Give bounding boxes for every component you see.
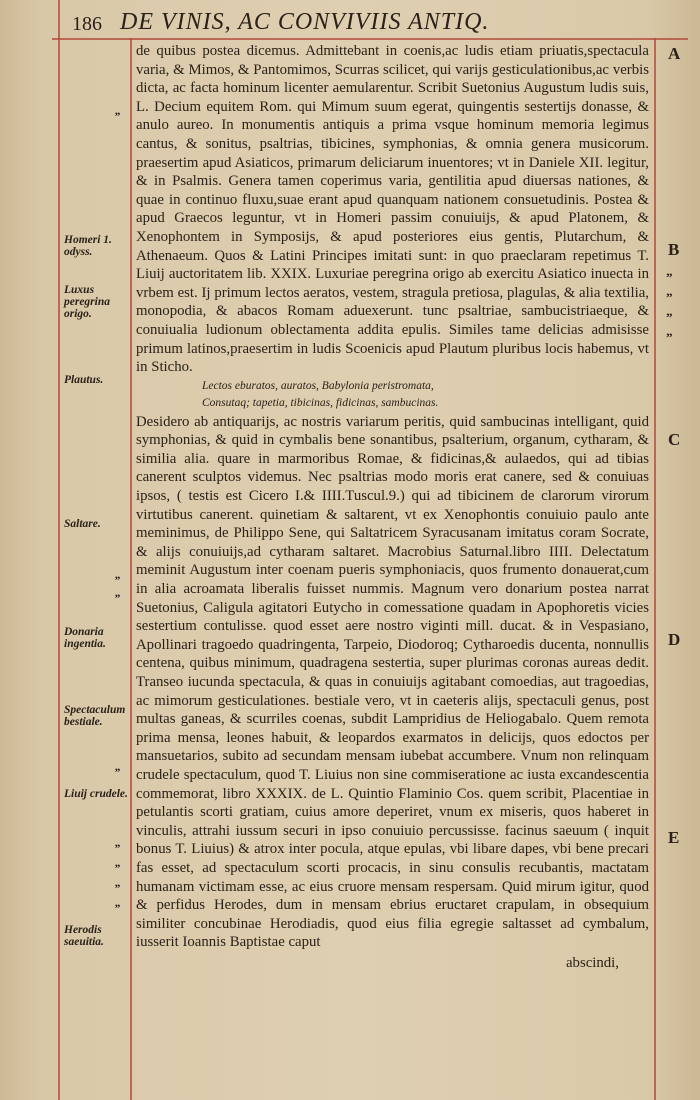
section-letter: E [668,828,680,847]
quotation-mark: ” [666,270,673,285]
margin-note: Spectaculum bestiale. [64,704,126,728]
margin-note: Saltare. [64,518,101,530]
section-letter: A [668,44,681,63]
catchword: abscindi, [565,954,619,971]
quotation-mark: ” [666,330,673,345]
quotation-mark: ” [666,310,673,325]
quotation-mark: ” [114,881,120,895]
section-letter: B [668,240,680,259]
quotation-mark: ” [114,841,120,855]
verse-line: Lectos eburatos, auratos, Babylonia peristromata, [202,379,434,392]
main-text-column [136,42,649,973]
section-letter: C [668,430,681,449]
right-marginalia [660,44,696,1084]
paragraph: Desidero ab antiquarijs, ac nostris variarum peritis, quid sambucinas intelligant, quid symphonias, & quid in cymbalis bene sonantibus, psalterium, organum, cytharam, & similia alia. quare in marmoribus Romae, & fidicinas,& aulaedos, qui ad tibias canerent sculptos videmus. Nec psaltrias modo moris erat canere, sed & conuiuas ipsos, ( testis est Cicero I.& IIII.Tuscul.9.) qui ad tibicinem de clarorum virorum virtutibus canerent. quinetiam & saltarent, vt ex Xenophontis conuiuio paulo ante meminimus, de Philippo Sene, qui Saltatricem Syracusanam imitatus coram Socrate, & alijs conuiuijs,ad cytharam saltaret. Macrobius Saturnal.libro IIII. Delectatum meminit Augustum inter coenam pueris symphoniacis, quos frumento donauerat,cum in alia acroamata liberalis fuisset nummis. Magnum vero donarium postea narrat Suetonius, Caligula agitatori Eutycho in comessatione quadam in Apophoretis vicies sestertium contulisse. quod esset aere nostro viginti mill. ducat. & in Vespasiano, Apollinari tragoedo quadringenta, Tarpeio, Diodoroq; Cytharoedis ducenta, nonnullis centena, quibus minimum, quadragena sestertia, super plurimas coronas aureas dedit. Transeo iucunda spectacula, & quas in conuiuijs agitabant comoedias, aut tragoedias, ac mimorum gesticulationes. bestiale vero, vt in caeteris alijs, spectaculi genus, post multas ganeas, & scurriles coenas, subdit Lampridius de Heliogabalo. Quem remota prima mensa, leones habuit, & leopardos exarmatos in delicijs, quos edoctos per mansuetarios, subito ad secundam mensam iubebat accumbere. Vnum non relinquam crudele spectaculum, quod T. Liuius non sine commiseratione ac iusta excandescentia commemorat, libro XXXIX. de L. Quintio Flaminio Cos. quem scribit, Placentiae in petulantis scorti gratiam, cuius amore deperiret, vnum ex miseris, quos haberet in vinculis, attrahi iussum securi in ipso conuiuio percussisse. facinus saeuum ( inquit bonus T. Liuius) & atrox inter pocula, atque epulas, vbi libare dapes, vbi bene precari fas esset, ad spectaculum scorti procacis, in sinu consulis recubantis, mactatam humanam victimam esse, ac eius cruore mensam respersam. Quid mirum igitur, quod & perfidus Herodes, dum in mensam ebrius eructaret crapulam, in obsequium similiter concubinae Herodiadis, quod eius filia egregie saltasset ad cymbalum, iusserit Ioannis Baptistae caput [136,413,649,951]
quotation-mark: ” [114,765,120,779]
outer-margin-rule [58,0,60,1100]
inner-margin-rule [130,38,132,1100]
quotation-mark: ” [114,591,120,605]
left-marginalia [64,44,130,1084]
margin-note: Homeri 1. odyss. [64,234,112,258]
folio-number: 186 [72,13,102,35]
margin-note: Luxus peregrina origo. [64,284,110,320]
right-margin-rule [654,38,656,1100]
section-letter: D [668,630,681,649]
margin-note: Liuij crudele. [64,788,128,800]
quotation-mark: ” [114,901,120,915]
page-header [72,6,640,36]
quotation-mark: ” [114,109,120,123]
margin-note: Herodis saeuitia. [64,924,104,948]
header-rule [52,38,688,40]
quotation-mark: ” [114,861,120,875]
margin-note: Plautus. [64,374,104,386]
quotation-mark: ” [114,573,120,587]
margin-note: Donaria ingentia. [64,626,106,650]
verse-line: Consutaq; tapetia, tibicinas, fidicinas, sambucinas. [202,396,439,409]
quotation-mark: ” [666,290,673,305]
paragraph: de quibus postea dicemus. Admittebant in coenis,ac ludis etiam priuatis,spectacula varia, & Mimos, & Pantomimos, Scurras scilicet, qui varijs gesticulationibus,ac verbis dicta, ac facta hominum licenter aemularentur. Scribit Suetonius Augustum ludis suis, L. Decium equitem Rom. qui Mimum suum egerat, quingentis sestertijs donasse, & anulo aureo. In monumentis antiquis a prima vsque hominum memoria legimus cantus, & sonitus, psaltrias, tibicines, symphonias, & omnia genera musicorum. praesertim apud Asiaticos, primarum deliciarum inuentores; vt in Daniele XII. legitur, & in Psalmis. Genera tamen coperimus varia, gentilitia apud diuersas nationes, & quae in continuo fluxu,suae erant apud quanquam nationem consuetudinis. Postea & apud Graecos leguntur, vt in Homeri passim conuiuijs, & apud Platonem, & Xenophontem in Symposijs, & apud posteriores eius gentis, Plutarchum, & Athenaeum. Quos & Latini Principes imitati sunt: in quo praeclaram repetimus T. Liuij auctoritatem lib. XXIX. Luxuriae peregrina origo ab exercitu Asiatico inuecta in vrbem est. Ij primum lectos aeratos, vestem, stragula pretiosa, plagulas, & alia textilia, monopodia, & abacos Romam aduexerunt. tunc psaltriae, sambucistriaeque, & conuiualia ludionum oblectamenta addita epulis. Similes tame delicias admisisse primum latinos,praesertim in ludis Scoenicis apud Plautum pluribus locis habemus, vt in Sticho. [136,43,649,376]
running-title: DE VINIS, AC CONVIVIIS ANTIQ. [120,9,490,35]
